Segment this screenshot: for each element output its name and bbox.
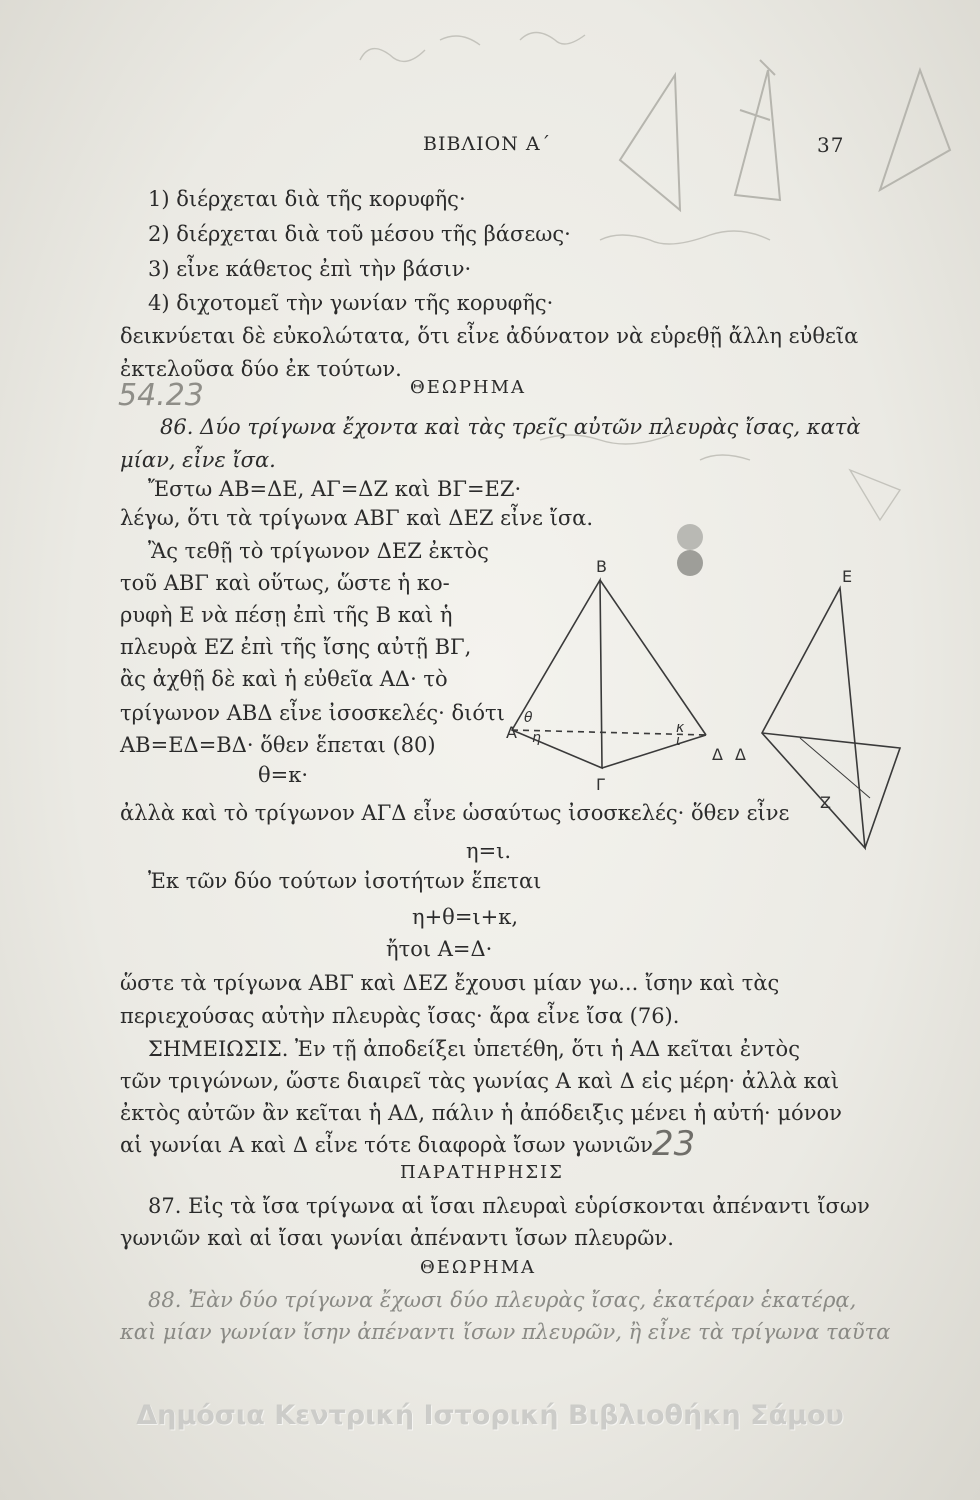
page-number: 37 [817,133,845,157]
note-line: τῶν τριγώνων, ὥστε διαιρεῖ τὰς γωνίας Α καὶ Δ εἰς μέρη· ἀλλὰ καὶ [120,1069,840,1093]
handwritten-pagemark: 54.23 [118,378,204,413]
theorem-statement: καὶ μίαν γωνίαν ἴσην ἀπέναντι ἴσων πλευρῶν, ἢ εἶνε τὰ τρίγωνα ταῦτα [120,1320,891,1344]
label-kappa: κ [676,720,685,736]
equation: θ=κ· [258,763,309,787]
label-delta-2: Δ [735,745,746,764]
paragraph-line: ρυφὴ Ε νὰ πέσῃ ἐπὶ τῆς Β καὶ ἡ [120,603,453,627]
label-eta: η [532,730,541,746]
paragraph-line: πλευρὰ ΕΖ ἐπὶ τῆς ἴσης αὐτῇ ΒΓ, [120,635,472,659]
label-theta: θ [524,710,533,726]
paragraph-line: ἀλλὰ καὶ τὸ τρίγωνον ΑΓΔ εἶνε ὡσαύτως ἰσοσκελές· ὅθεν εἶνε [120,801,790,825]
paragraph-line: τρίγωνον ΑΒΔ εἶνε ἰσοσκελές· διότι [120,701,505,725]
label-iota: ι [676,733,681,749]
remark-heading: ΠΑΡΑΤΗΡΗΣΙΣ [400,1162,564,1183]
equation: η+θ=ι+κ, [412,905,519,929]
triangle-abg [512,580,602,768]
segment-bd [600,580,706,735]
label-b: B [596,557,607,576]
paragraph-line: ὥστε τὰ τρίγωνα ΑΒΓ καὶ ΔΕΖ ἔχουσι μίαν γω... ἴσην καὶ τὰς [120,971,780,995]
equation: ἤτοι Α=Δ· [386,937,493,961]
theorem-heading: ΘΕΩΡΗΜΑ [410,377,527,398]
triangle-overlap [762,733,900,848]
theorem-statement: μίαν, εἶνε ἴσα. [120,448,276,472]
paragraph-line: ἂς ἀχθῇ δὲ καὶ ἡ εὐθεῖα ΑΔ· τὸ [120,667,448,691]
paragraph-line: Ἐκ τῶν δύο τούτων ἰσοτήτων ἕπεται [148,869,542,893]
note-line: ἐκτὸς αὐτῶν ἂν κεῖται ἡ ΑΔ, πάλιν ἡ ἀπόδειξις μένει ἡ αὐτή· μόνον [120,1101,842,1125]
library-watermark: Δημόσια Κεντρική Ιστορική Βιβλιοθήκη Σάμου [136,1400,844,1431]
paragraph-line: Ἂς τεθῇ τὸ τρίγωνον ΔΕΖ ἐκτὸς [148,539,489,563]
running-header: ΒΙΒΛΙΟΝ Α΄ [423,133,552,155]
paragraph-line: περιεχούσας αὐτὴν πλευρὰς ἴσας· ἄρα εἶνε ἴσα (76). [120,1004,680,1028]
equation: η=ι. [466,839,512,863]
handwritten-mark: 23 [652,1124,696,1164]
note-line: αἱ γωνίαι Α καὶ Δ εἶνε τότε διαφορὰ ἴσων γωνιῶν. [120,1133,660,1157]
paragraph-line: 87. Εἰς τὰ ἴσα τρίγωνα αἱ ἴσαι πλευραὶ εὑρίσκονται ἀπέναντι ἴσων [148,1194,870,1218]
label-z: Z [820,793,831,812]
paragraph-line: τοῦ ΑΒΓ καὶ οὕτως, ὥστε ἡ κο- [120,571,450,595]
list-item: 3) εἶνε κάθετος ἐπὶ τὴν βάσιν· [148,257,472,281]
list-item: 4) διχοτομεῖ τὴν γωνίαν τῆς κορυφῆς· [148,291,554,315]
label-a: A [506,723,517,742]
segment-gd [602,735,706,768]
list-item: 2) διέρχεται διὰ τοῦ μέσου τῆς βάσεως· [148,222,571,246]
label-e: E [842,567,853,586]
paragraph-line: Ἔστω ΑΒ=ΔΕ, ΑΓ=ΔΖ καὶ ΒΓ=ΕΖ· [148,477,522,501]
paragraph-line: ἐκτελοῦσα δύο ἐκ τούτων. [120,357,402,381]
paragraph-line: δεικνύεται δὲ εὐκολώτατα, ὅτι εἶνε ἀδύνατον νὰ εὑρεθῇ ἄλλη εὐθεῖα [120,324,859,348]
theorem-statement: 86. Δύο τρίγωνα ἔχοντα καὶ τὰς τρεῖς αὐτῶν πλευρὰς ἴσας, κατὰ [160,415,861,439]
note-line: ΣΗΜΕΙΩΣΙΣ. Ἐν τῇ ἀποδείξει ὑπετέθη, ὅτι ἡ ΑΔ κεῖται ἐντὸς [148,1037,800,1061]
label-gamma: Γ [596,775,605,794]
theorem-statement: 88. Ἐὰν δύο τρίγωνα ἔχωσι δύο πλευρὰς ἴσας, ἑκατέραν ἑκατέρᾳ, [148,1288,857,1312]
paragraph-line: γωνιῶν καὶ αἱ ἴσαι γωνίαι ἀπέναντι ἴσων πλευρῶν. [120,1226,674,1250]
theorem-heading: ΘΕΩΡΗΜΑ [420,1257,537,1278]
label-delta-1: Δ [712,745,723,764]
list-item: 1) διέρχεται διὰ τῆς κορυφῆς· [148,187,466,211]
paragraph-line: ΑΒ=ΕΔ=ΒΔ· ὅθεν ἕπεται (80) [120,733,436,757]
paragraph-line: λέγω, ὅτι τὰ τρίγωνα ΑΒΓ καὶ ΔΕΖ εἶνε ἴσα. [120,506,594,530]
